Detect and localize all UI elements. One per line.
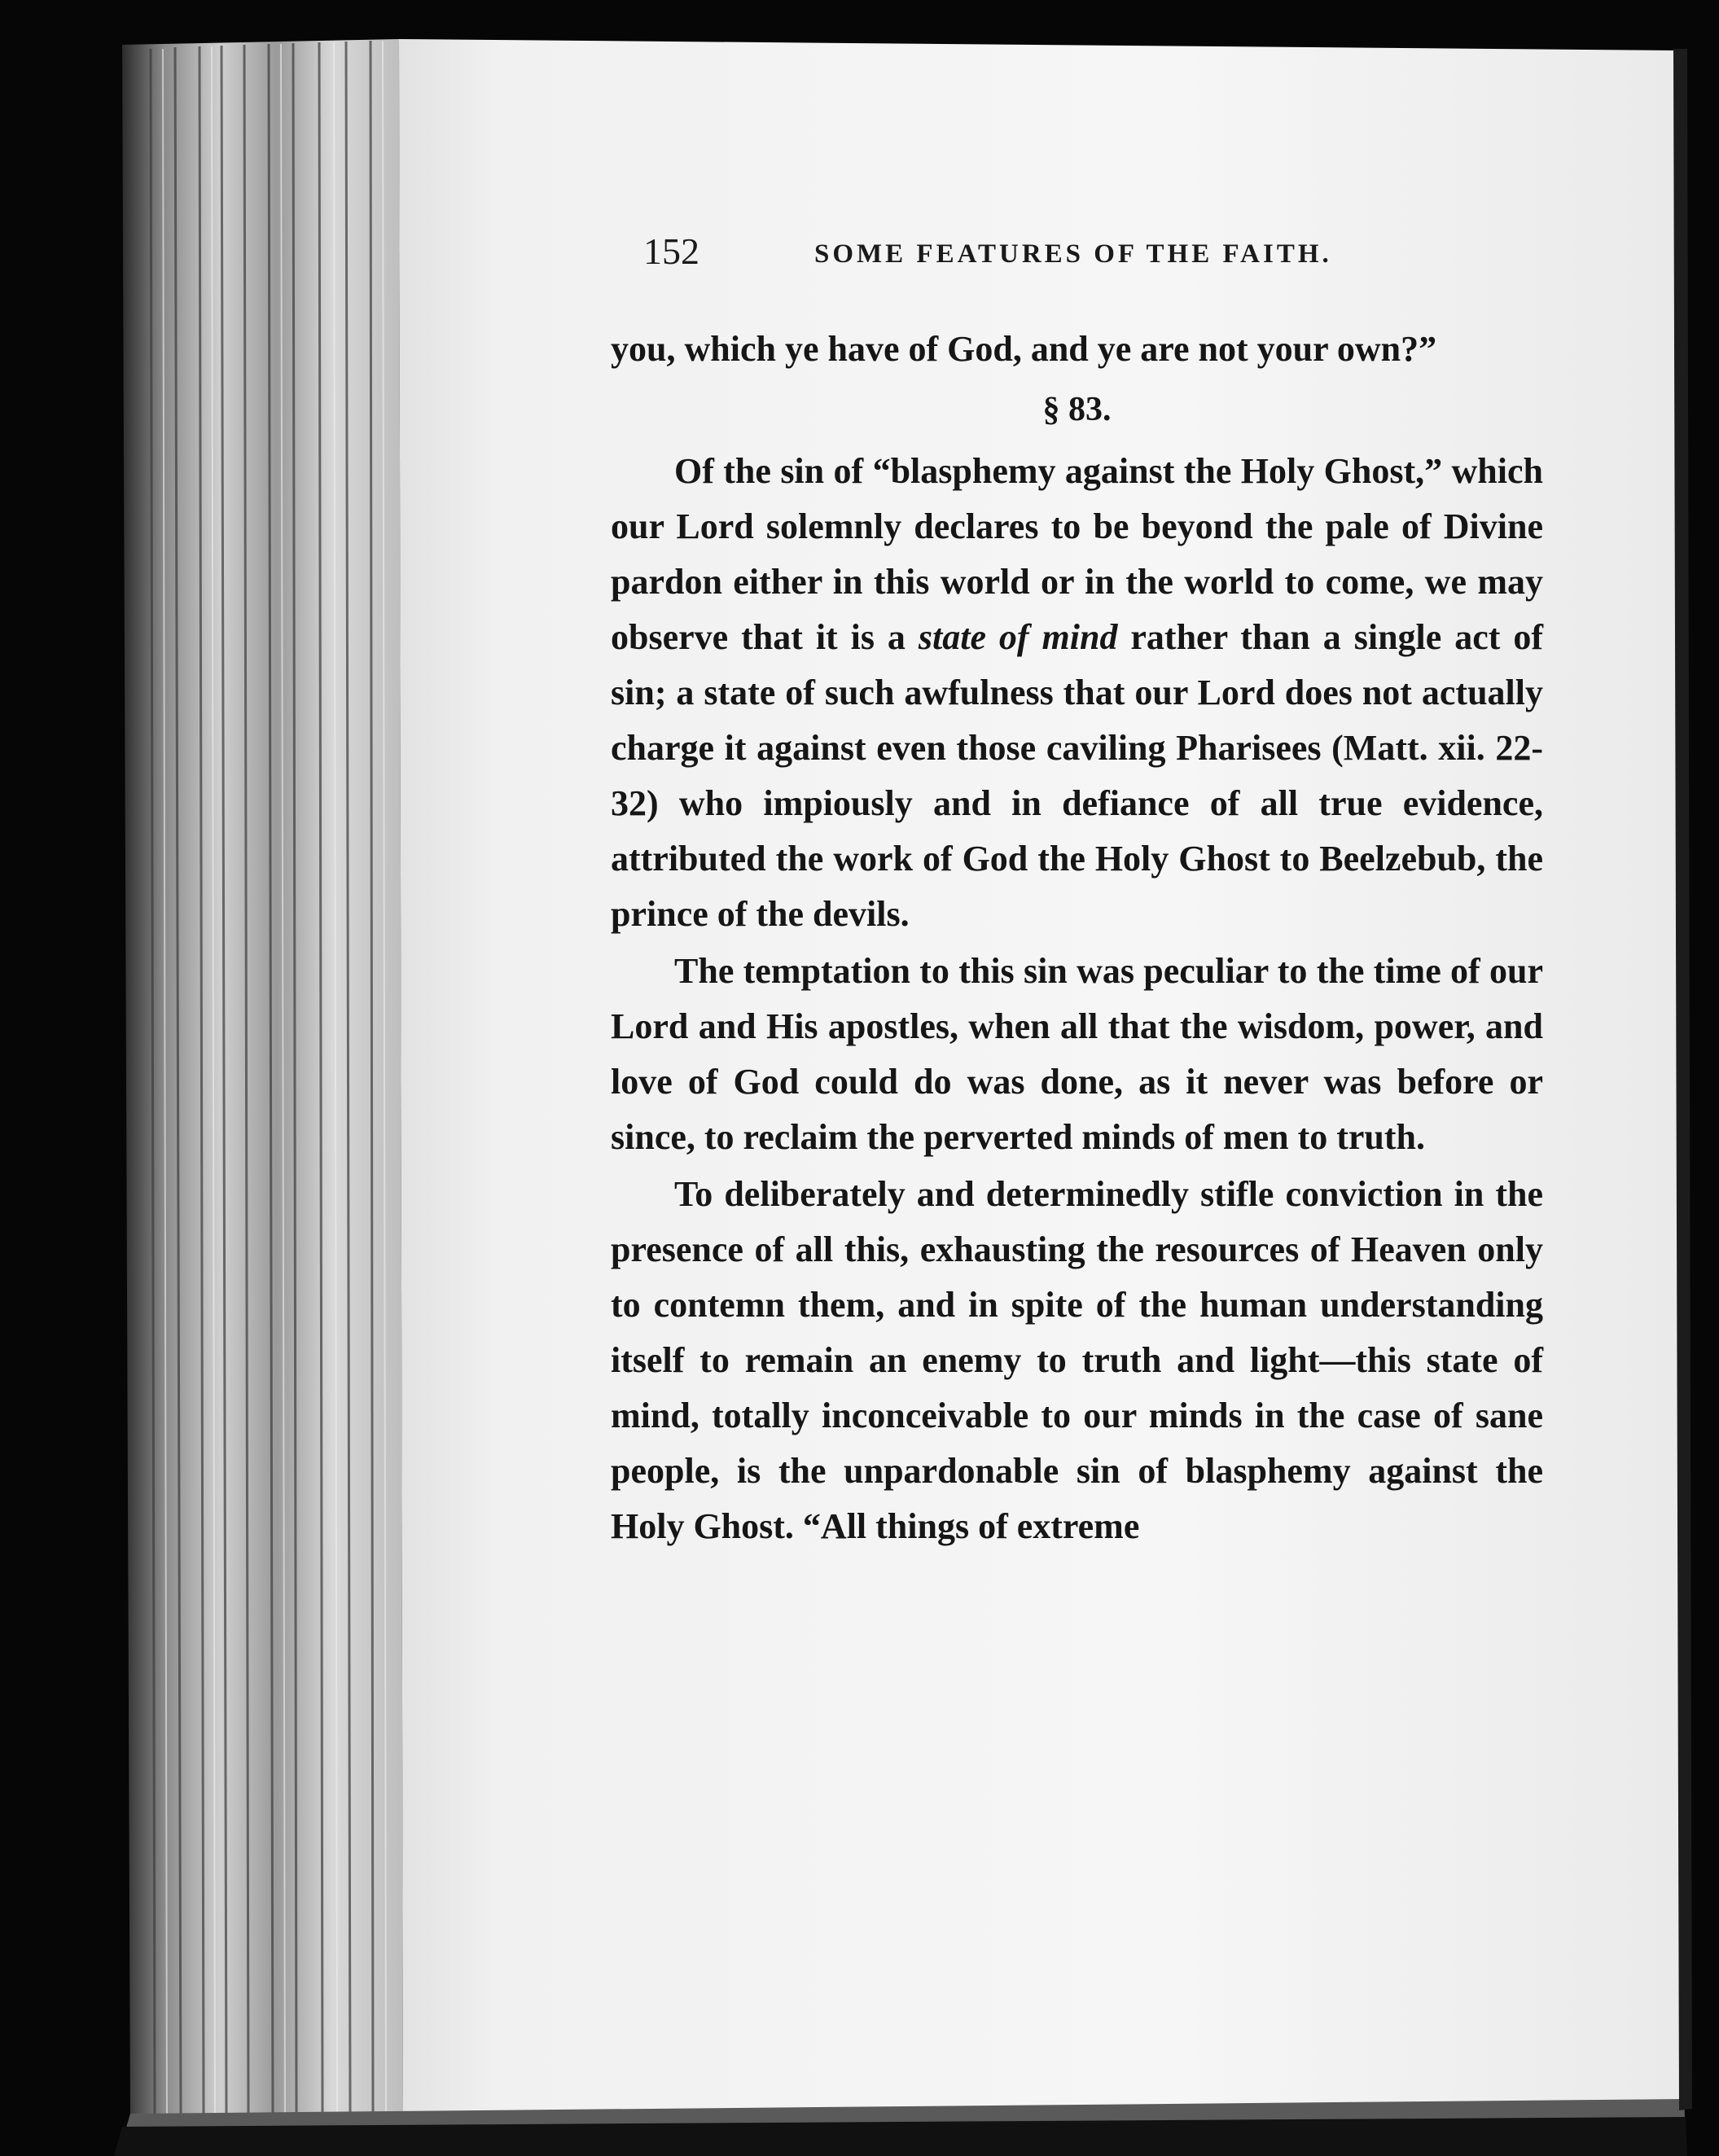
continuation-paragraph: you, which ye have of God, and ye are not your own?”: [611, 329, 1437, 369]
paragraph-1-text-b: rather than a single act of sin; a state of such awfulness that our Lord does not actually charge it against even those caviling Pharisees (Matt. xii. 22-32) who impiously and in defiance of all true evidence, attributed the work of God the Holy Ghost to Beelzebub, the prince of the devils.: [611, 617, 1544, 934]
running-header: [643, 230, 1535, 278]
paragraph-2: The temptation to this sin was peculiar to the time of our Lord and His apostles, when all that the wisdom, power, and love of God could do was done, as it never was before or since, to reclaim the perverted minds of men to truth.: [611, 951, 1543, 1157]
page-number: 152: [643, 230, 699, 272]
body-text: [611, 322, 1543, 1554]
paragraph-1: [611, 444, 1543, 942]
paragraph-1-text-a: Of the sin of “blasphemy against the Holy Ghost,” which our Lord solemnly declares to be beyond the pale of Divine pardon either in this world or in the world to come, we may observe that it is a: [611, 451, 1543, 657]
section-heading: § 83.: [1042, 391, 1112, 428]
paragraph-3: To deliberately and determinedly stifle conviction in the presence of all this, exhausting the resources of Heaven only to contemn them, and in spite of the human understanding itself to remain an enemy to truth and light—this state of mind, totally inconceivable to our minds in the case of sane people, is the unpardonable sin of blasphemy against the Holy Ghost. “All things of extreme: [611, 1174, 1543, 1546]
running-title: SOME FEATURES OF THE FAITH.: [814, 239, 1332, 269]
paragraph-1-italic: state of mind: [918, 617, 1118, 657]
